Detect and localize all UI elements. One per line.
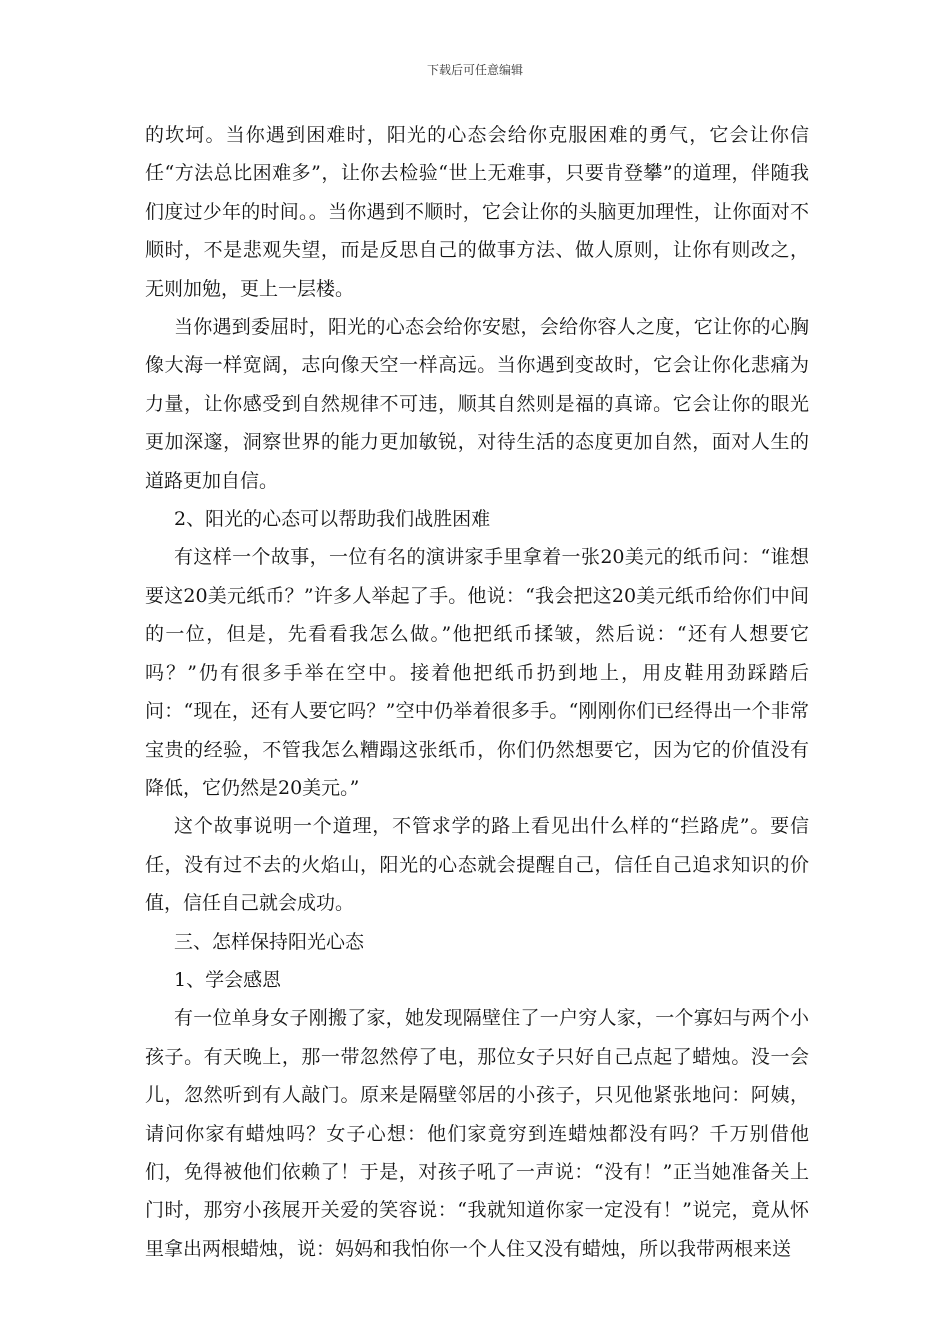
- subsection-heading: 1、学会感恩: [174, 968, 282, 991]
- page-header: 下载后可任意编辑: [426, 63, 523, 77]
- paragraph: 有一位单身女子刚搬了家，她发现隔壁住了一户穷人家，一个寡妇与两个小孩子。有天晚上，那一带忽然停了电，那位女子只好自己点起了蜡烛。没一会儿，忽然听到有人敲门。原来是隔壁邻居的小孩子，只见他紧张地问：阿姨，请问你家有蜡烛吗？女子心想：他们家竟穷到连蜡烛都没有吗？千万别借他们，免得被他们依赖了！于是，对孩子吼了一声说：“没有！”正当她准备关上门时，那穷小孩展开关爱的笑容说：“我就知道你家一定没有！”说完，竟从怀里拿出两根蜡烛，说：妈妈和我怕你一个人住又没有蜡烛，所以我带两根来送: [145, 1007, 809, 1260]
- section-heading: 三、怎样保持阳光心态: [174, 930, 365, 953]
- section-heading: 2、阳光的心态可以帮助我们战胜困难: [174, 508, 491, 531]
- paragraph-continued: 的坎坷。当你遇到困难时，阳光的心态会给你克服困难的勇气，它会让你信任“方法总比困难多”，让你去检验“世上无难事，只要肯登攀”的道理，伴随我们度过少年的时间。。当你遇到不顺时，它会让你的头脑更加理性，让你面对不顺时，不是悲观失望，而是反思自己的做事方法、做人原则，让你有则改之，无则加勉，更上一层楼。: [145, 124, 809, 300]
- paragraph: 这个故事说明一个道理，不管求学的路上看见出什么样的“拦路虎”。要信任，没有过不去的火焰山，阳光的心态就会提醒自己，信任自己追求知识的价值，信任自己就会成功。: [145, 815, 809, 915]
- paragraph: 有这样一个故事，一位有名的演讲家手里拿着一张20美元的纸币问：“谁想要这20美元纸币？”许多人举起了手。他说：“我会把这20美元纸币给你们中间的一位，但是，先看看我怎么做。”他把纸币揉皱，然后说：“还有人想要它吗？”仍有很多手举在空中。接着他把纸币扔到地上，用皮鞋用劲踩踏后问：“现在，还有人要它吗？”空中仍举着很多手。“刚刚你们已经得出一个非常宝贵的经验，不管我怎么糟蹋这张纸币，你们仍然想要它，因为它的价值没有降低，它仍然是20美元。”: [145, 546, 809, 799]
- paragraph: 当你遇到委屈时，阳光的心态会给你安慰，会给你容人之度，它让你的心胸像大海一样宽阔，志向像天空一样高远。当你遇到变故时，它会让你化悲痛为力量，让你感受到自然规律不可违，顺其自然则是福的真谛。它会让你的眼光更加深邃，洞察世界的能力更加敏锐，对待生活的态度更加自然，面对人生的道路更加自信。: [145, 316, 809, 492]
- document-body: [145, 116, 809, 1268]
